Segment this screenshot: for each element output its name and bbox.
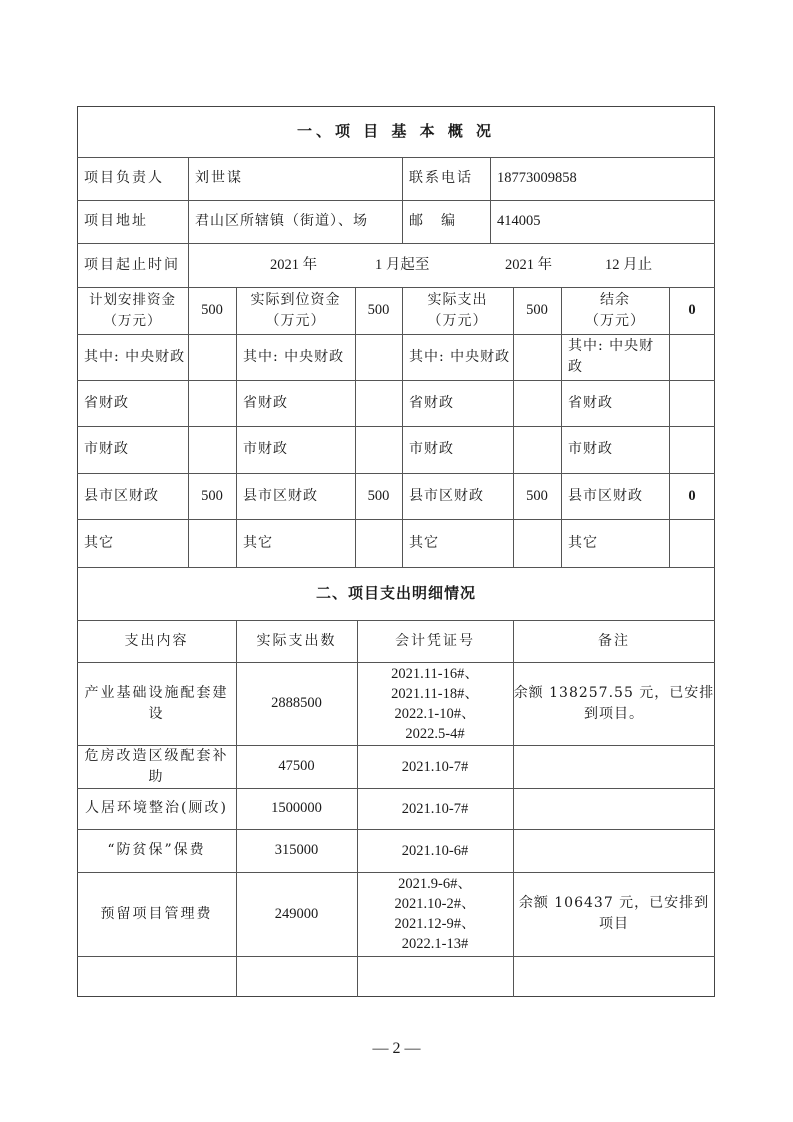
fund-source-label: 市财政 [568, 441, 613, 457]
expense-content [77, 829, 236, 872]
expense-content-line: 人居环境整治(厕改) [85, 800, 228, 816]
fund-source-value [188, 426, 236, 473]
voucher-number: 2022.5-4# [405, 725, 465, 742]
voucher-number: 2021.11-16#、 [391, 665, 479, 682]
expense-content-line: 助 [148, 768, 165, 785]
expense-content [77, 788, 236, 829]
fund-source-label: 省财政 [243, 394, 288, 411]
actual-spend-value: 500 [526, 302, 548, 318]
voucher-number: 2021.10-7# [401, 758, 469, 775]
fund-source-value [513, 380, 561, 426]
period-start-month: 1 月起至 [375, 256, 430, 273]
voucher-number: 2021.9-6#、 [398, 876, 472, 892]
voucher-number: 2022.1-10#、 [394, 705, 476, 722]
voucher-number: 2022.1-13# [401, 936, 469, 952]
expense-content [77, 872, 236, 956]
expense-note [513, 788, 715, 829]
fund-source-value [355, 380, 402, 426]
expense-note [513, 829, 715, 872]
page-number: — 2 — [372, 1040, 421, 1057]
voucher-numbers [357, 662, 513, 745]
expense-content [77, 745, 236, 788]
expense-note-line: 到项目。 [584, 705, 644, 722]
expense-amount: 2888500 [271, 695, 322, 711]
expense-content-line: 预留项目管理费 [100, 905, 213, 922]
expense-amount: 1500000 [271, 800, 322, 816]
postcode-label: 邮 编 [409, 213, 457, 229]
expense-content-line: 产业基础设施配套建 [84, 684, 229, 701]
leader-label: 项目负责人 [84, 170, 164, 186]
actual-spend-label [402, 287, 513, 334]
expense-note [513, 662, 715, 745]
period-label: 项目起止时间 [84, 256, 180, 273]
fund-source-label: 其中: 中央财政 [568, 338, 655, 375]
fund-source-label: 其它 [84, 534, 114, 551]
planned-funds-value: 500 [201, 302, 223, 318]
header-voucher: 会计凭证号 [395, 632, 475, 649]
voucher-number: 2021.12-9#、 [394, 916, 476, 932]
phone-value: 18773009858 [497, 170, 577, 186]
fund-source-value [669, 519, 715, 567]
fund-source-label: 其它 [409, 534, 439, 551]
voucher-numbers [357, 788, 513, 829]
label-line: 结余 [600, 291, 630, 308]
fund-source-label: 其中: 中央财政 [409, 348, 511, 365]
phone-label: 联系电话 [409, 170, 473, 186]
fund-source-value [513, 334, 561, 380]
fund-source-value: 500 [526, 487, 548, 504]
fund-source-value [188, 334, 236, 380]
fund-source-label: 县市区财政 [568, 487, 643, 504]
received-funds-value: 500 [367, 302, 390, 318]
fund-source-value [513, 426, 561, 473]
fund-source-label: 其它 [243, 534, 273, 551]
section-2-title: 二、项目支出明细情况 [315, 584, 476, 602]
voucher-numbers [357, 956, 513, 997]
voucher-numbers [357, 829, 513, 872]
fund-source-value [669, 426, 715, 473]
voucher-number: 2021.11-18#、 [391, 685, 479, 702]
received-funds-label [236, 287, 355, 334]
fund-source-label: 其中: 中央财政 [84, 348, 186, 365]
label-line: 实际支出 [427, 291, 488, 308]
label-unit: （万元） [265, 312, 326, 329]
fund-source-value [669, 380, 715, 426]
fund-source-value [513, 519, 561, 567]
expense-amount [236, 956, 357, 997]
fund-source-label: 县市区财政 [243, 487, 318, 504]
label-unit: （万元） [103, 312, 162, 329]
period-start-year: 2021 年 [270, 256, 318, 273]
balance-value: 0 [688, 302, 696, 318]
postcode-value: 414005 [497, 213, 541, 229]
fund-source-label: 省财政 [568, 394, 613, 411]
address-value: 君山区所辖镇（街道）、场 [195, 213, 368, 229]
expense-amount: 315000 [274, 842, 319, 858]
expense-note [513, 956, 715, 997]
period-end-month: 12 月止 [605, 256, 653, 273]
voucher-number: 2021.10-2#、 [394, 896, 476, 912]
leader-value: 刘世谋 [195, 170, 243, 186]
expense-note [513, 872, 715, 956]
expense-content [77, 956, 236, 997]
section-1-title: 一、项 目 基 本 概 况 [296, 122, 496, 140]
fund-source-value [188, 519, 236, 567]
fund-source-value: 0 [688, 487, 696, 504]
fund-source-label: 市财政 [243, 441, 288, 457]
fund-source-label: 市财政 [409, 441, 454, 457]
fund-source-value [188, 380, 236, 426]
fund-source-value: 500 [367, 487, 390, 504]
label-unit: （万元） [427, 312, 488, 329]
expense-note-line: 余额 138257.55 元，已安排 [513, 684, 715, 701]
expense-content-line: “防贫保”保费 [107, 842, 206, 858]
fund-source-value [355, 426, 402, 473]
fund-source-label: 省财政 [84, 394, 129, 411]
header-amount: 实际支出数 [256, 632, 337, 649]
label-line: 计划安排资金 [89, 291, 176, 308]
expense-content-line: 设 [148, 705, 165, 722]
expense-content [77, 662, 236, 745]
planned-funds-label [77, 287, 188, 334]
col-divider [188, 243, 189, 287]
fund-source-label: 县市区财政 [409, 487, 484, 504]
label-unit: （万元） [585, 312, 645, 329]
fund-source-value [355, 334, 402, 380]
fund-source-label: 县市区财政 [84, 487, 159, 504]
fund-source-label: 市财政 [84, 441, 129, 457]
fund-source-label: 其它 [568, 534, 598, 551]
period-end-year: 2021 年 [505, 256, 553, 273]
voucher-numbers [357, 745, 513, 788]
voucher-number: 2021.10-7# [401, 800, 469, 817]
expense-amount: 249000 [274, 905, 319, 922]
expense-note-line: 项目 [599, 916, 629, 932]
header-note: 备注 [598, 632, 630, 649]
voucher-numbers [357, 872, 513, 956]
label-line: 实际到位资金 [250, 291, 341, 308]
fund-source-value [669, 334, 715, 380]
fund-source-label: 其中: 中央财政 [243, 348, 345, 365]
address-label: 项目地址 [84, 213, 148, 229]
header-content: 支出内容 [124, 632, 189, 649]
expense-content-line: 危房改造区级配套补 [84, 747, 229, 764]
fund-source-value [355, 519, 402, 567]
voucher-number: 2021.10-6# [401, 842, 469, 859]
balance-label [561, 287, 669, 334]
expense-amount: 47500 [278, 758, 315, 774]
fund-source-value: 500 [201, 487, 223, 504]
expense-note-line: 余额 106437 元，已安排到 [518, 895, 710, 911]
fund-source-label: 省财政 [409, 394, 454, 411]
expense-note [513, 745, 715, 788]
